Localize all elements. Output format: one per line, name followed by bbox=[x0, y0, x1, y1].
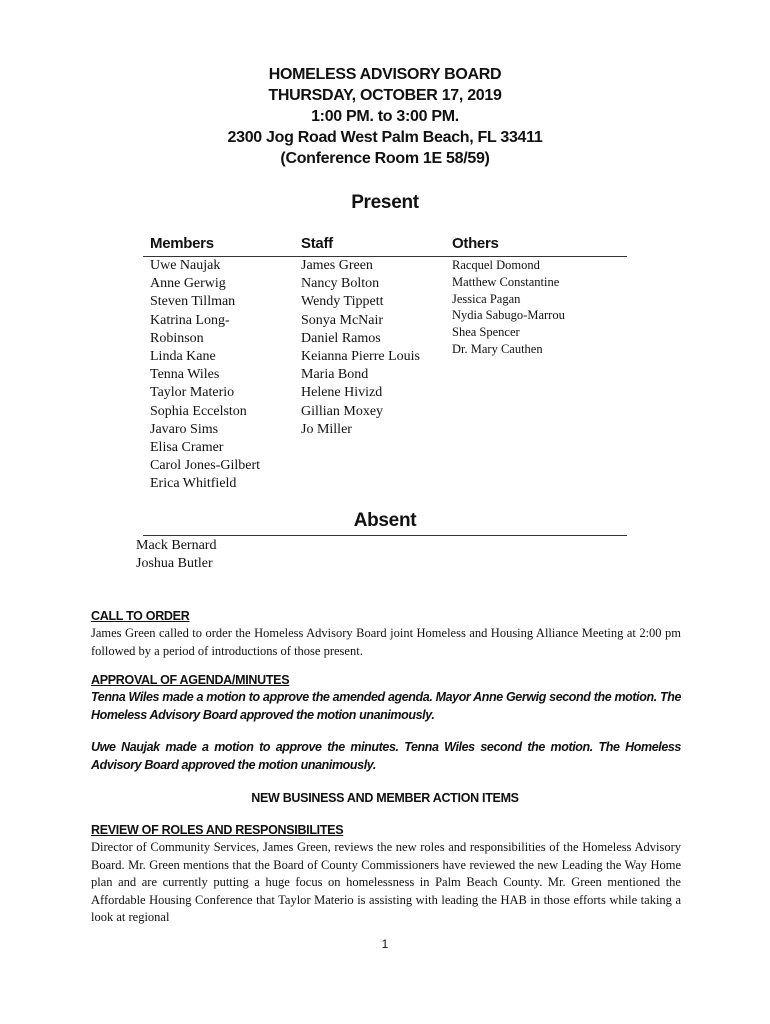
list-item: Dr. Mary Cauthen bbox=[452, 341, 543, 356]
list-item: James Green bbox=[301, 258, 373, 273]
list-item: Helene Hivizd bbox=[301, 385, 383, 401]
others-list bbox=[452, 257, 565, 358]
list-item: Gillian Moxey bbox=[301, 403, 384, 419]
list-item: Jo Miller bbox=[301, 421, 352, 437]
call-to-order-text: James Green called to order the Homeless Advisory Board joint Homeless and Housing Alliance Meeting at 2:00 pm followed by a period of introductions of those present. bbox=[91, 626, 681, 658]
list-item: Carol Jones-Gilbert bbox=[150, 458, 261, 474]
review-heading: REVIEW OF ROLES AND RESPONSIBILITES bbox=[91, 823, 344, 837]
list-item: Linda Kane bbox=[150, 349, 216, 365]
agenda-motion-text: Tenna Wiles made a motion to approve the amended agenda. Mayor Anne Gerwig second the motion. The Homeless Advisory Board approved the motion unanimously. bbox=[91, 690, 681, 722]
list-item: Mack Bernard bbox=[136, 538, 217, 553]
list-item: Jessica Pagan bbox=[452, 291, 521, 306]
list-item: Wendy Tippett bbox=[301, 294, 384, 310]
list-item: Daniel Ramos bbox=[301, 330, 381, 346]
members-heading: Members bbox=[150, 235, 214, 252]
staff-list bbox=[301, 257, 420, 439]
staff-heading: Staff bbox=[301, 235, 333, 252]
list-item: Anne Gerwig bbox=[150, 276, 226, 292]
call-to-order-heading: CALL TO ORDER bbox=[91, 609, 190, 623]
list-item: Maria Bond bbox=[301, 367, 369, 383]
meeting-room: (Conference Room 1E 58/59) bbox=[280, 150, 490, 167]
new-business-heading: NEW BUSINESS AND MEMBER ACTION ITEMS bbox=[251, 791, 519, 805]
others-heading: Others bbox=[452, 235, 499, 252]
list-item: Steven Tillman bbox=[150, 294, 236, 310]
list-item: Elisa Cramer bbox=[150, 440, 224, 456]
absent-divider bbox=[143, 535, 627, 536]
meeting-header bbox=[0, 64, 770, 169]
list-item: Keianna Pierre Louis bbox=[301, 349, 420, 365]
list-item: Racquel Domond bbox=[452, 258, 540, 272]
list-item: Katrina Long- bbox=[150, 312, 230, 328]
page-number: 1 bbox=[381, 937, 389, 951]
list-item: Taylor Materio bbox=[150, 385, 235, 401]
board-name: HOMELESS ADVISORY BOARD bbox=[268, 66, 502, 83]
meeting-address: 2300 Jog Road West Palm Beach, FL 33411 bbox=[227, 129, 543, 146]
list-item: Shea Spencer bbox=[452, 325, 520, 340]
minutes-motion-text: Uwe Naujak made a motion to approve the minutes. Tenna Wiles second the motion. The Homeless Advisory Board approved the motion unanimously. bbox=[91, 740, 681, 772]
list-item: Nydia Sabugo-Marrou bbox=[452, 308, 565, 323]
present-heading: Present bbox=[351, 192, 419, 213]
list-item: Uwe Naujak bbox=[150, 258, 221, 273]
list-item: Javaro Sims bbox=[150, 421, 219, 437]
review-text: Director of Community Services, James Green, reviews the new roles and responsibilities of the Homeless Advisory Board. Mr. Green mentions that the Board of County Commissioners have reviewed the new Leading the Way Home plan and are currently putting a huge focus on homelessness in Palm Beach County. Mr. Green mentioned the Affordable Housing Conference that Taylor Materio is assisting with leading the HAB in those efforts while taking a look at regional bbox=[91, 840, 681, 924]
list-item: Robinson bbox=[150, 330, 204, 346]
list-item: Sophia Eccelston bbox=[150, 403, 247, 419]
list-item: Tenna Wiles bbox=[150, 367, 220, 383]
list-item: Sonya McNair bbox=[301, 312, 384, 328]
meeting-date: THURSDAY, OCTOBER 17, 2019 bbox=[268, 87, 502, 104]
absent-list bbox=[136, 537, 216, 573]
meeting-time: 1:00 PM. to 3:00 PM. bbox=[311, 108, 459, 125]
list-item: Joshua Butler bbox=[136, 556, 213, 571]
list-item: Erica Whitfield bbox=[150, 476, 237, 492]
list-item: Nancy Bolton bbox=[301, 276, 380, 292]
members-list bbox=[150, 257, 260, 494]
list-item: Matthew Constantine bbox=[452, 274, 560, 289]
approval-heading: APPROVAL OF AGENDA/MINUTES bbox=[91, 673, 290, 687]
absent-heading: Absent bbox=[353, 510, 417, 531]
